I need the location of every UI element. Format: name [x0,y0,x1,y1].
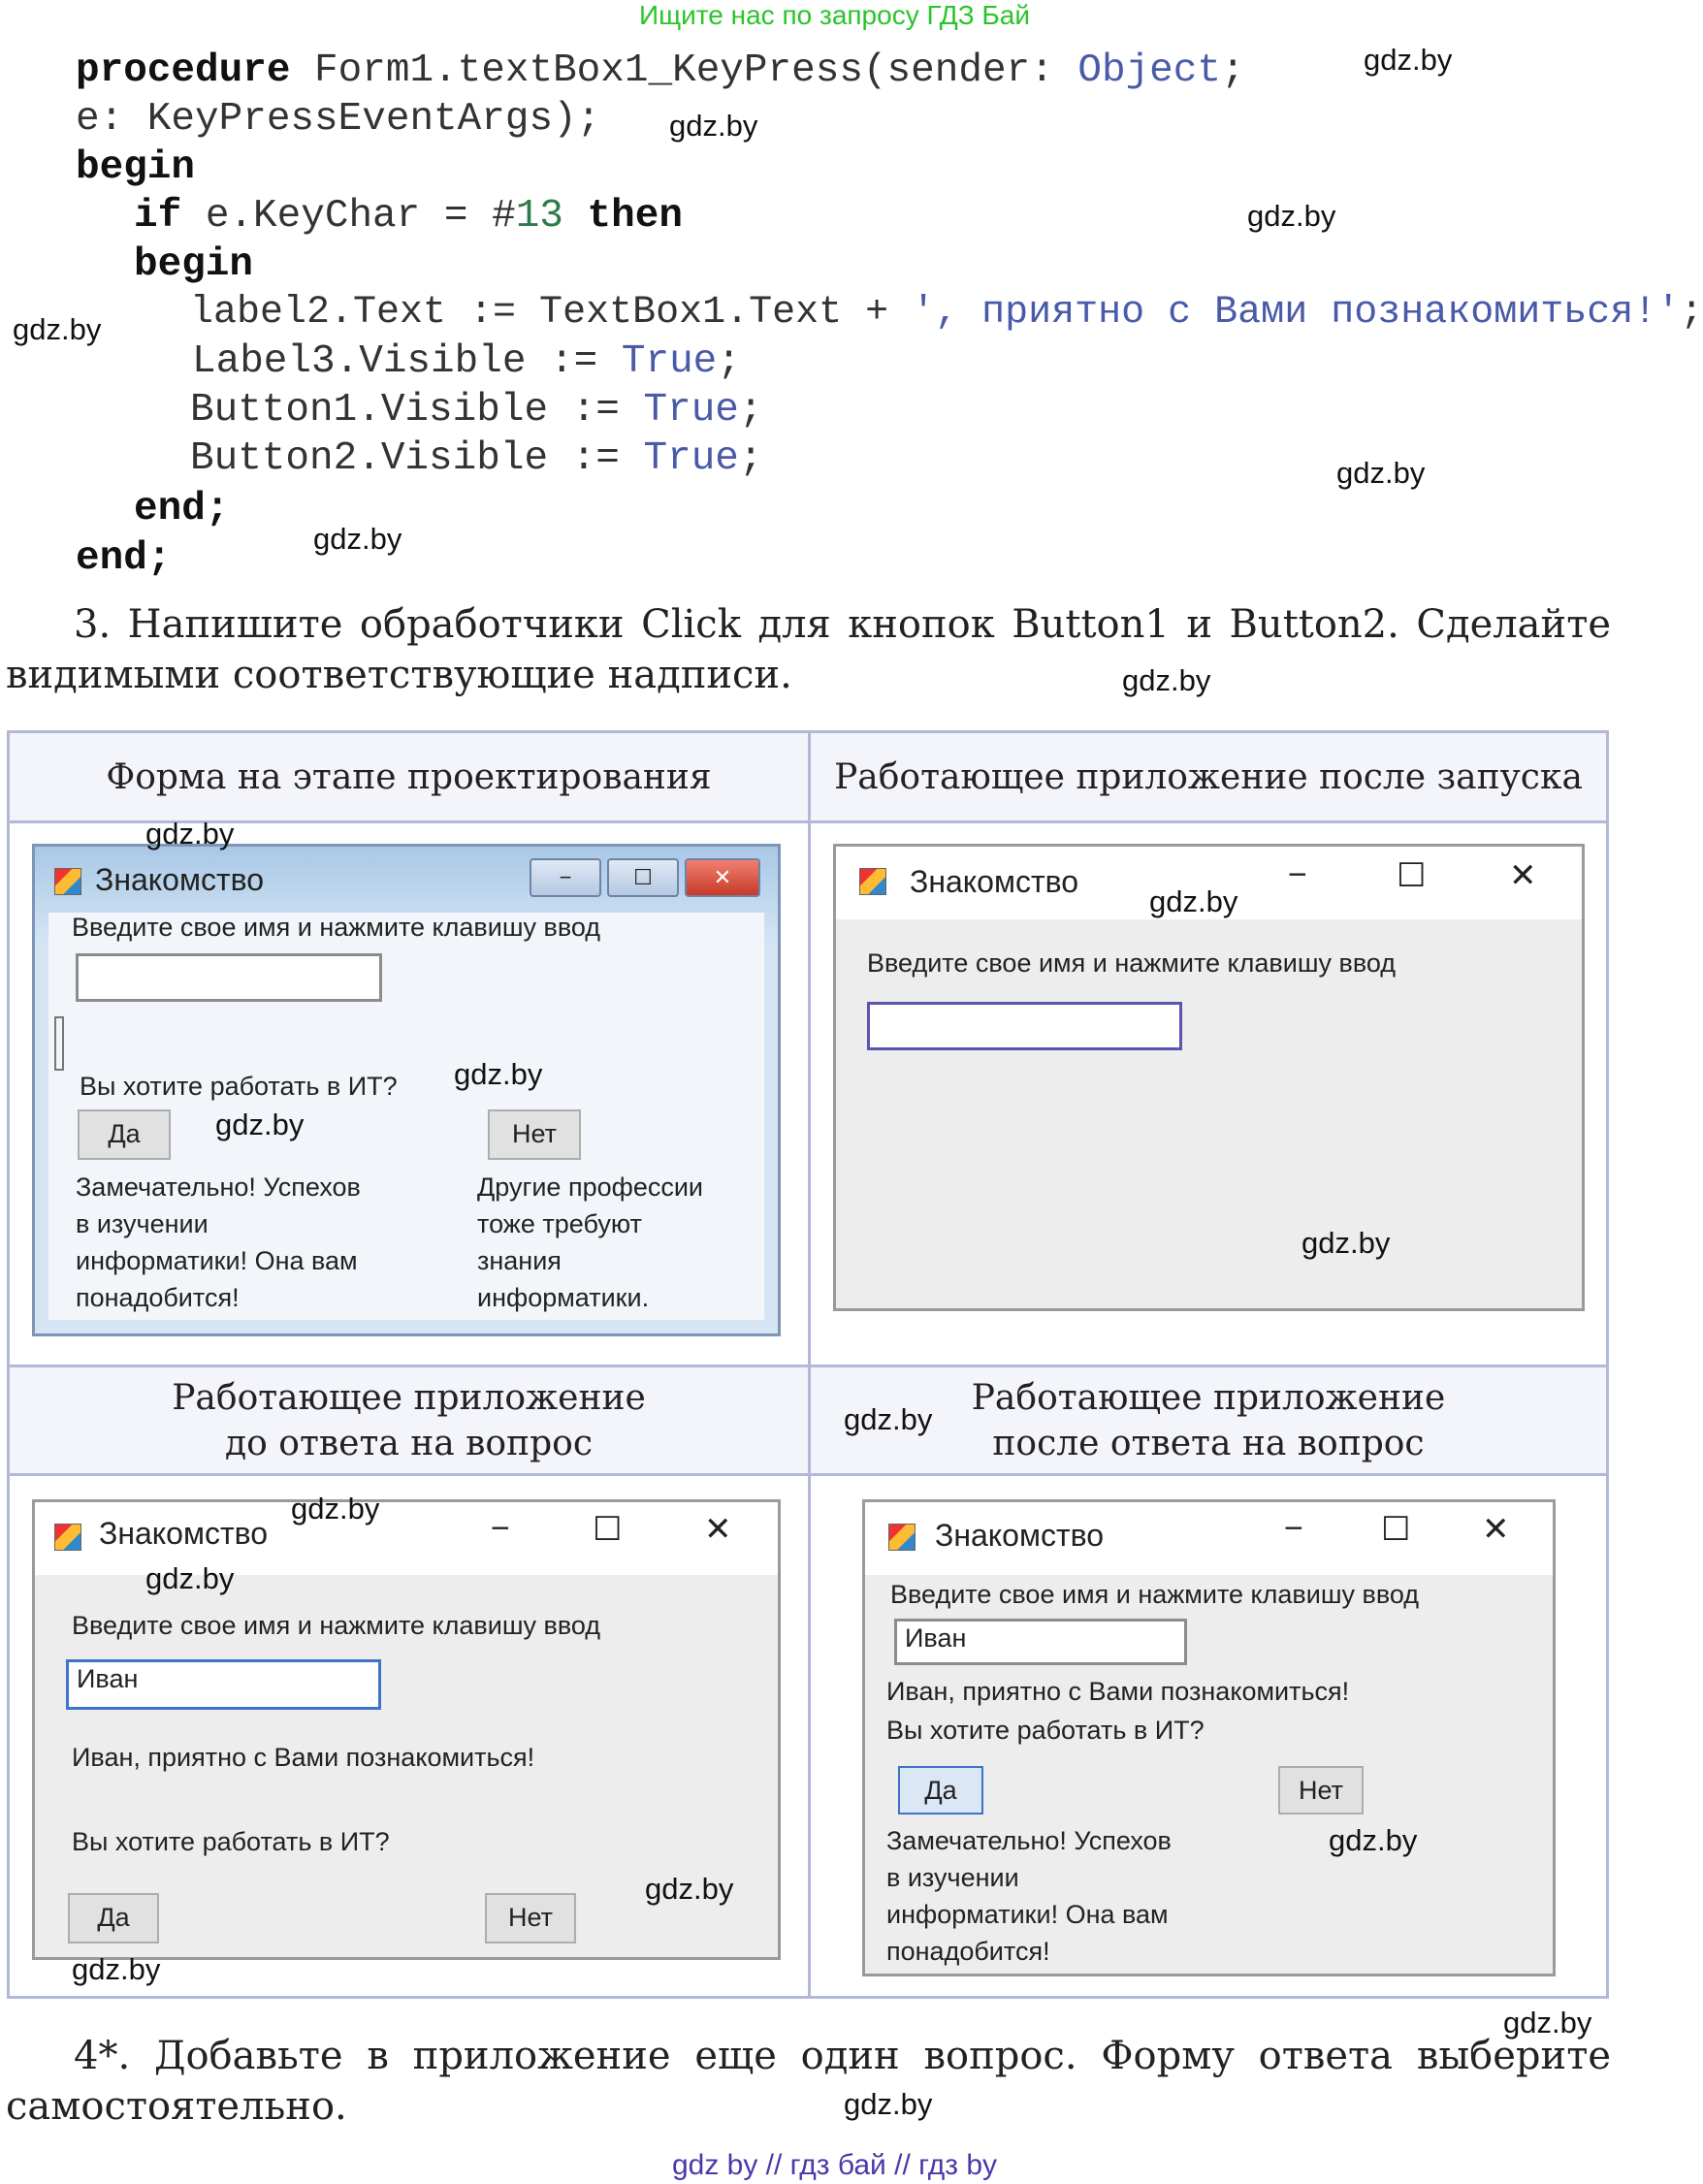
yes-button[interactable]: Да [78,1109,171,1160]
prompt-label: Введите свое имя и нажмите клавишу ввод [72,1611,601,1640]
watermark: gdz.by [844,2087,933,2121]
code-text: e.KeyChar = # [181,194,516,239]
name-textbox[interactable] [76,953,382,1002]
question-label: Вы хотите работать в ИТ? [72,1827,390,1856]
name-textbox[interactable] [867,1002,1182,1050]
code-text: label2.Text := TextBox1.Text + [190,291,913,335]
code-line: begin [134,242,254,287]
no-message-line: Другие профессии [477,1172,703,1202]
header-design: Форма на этапе проектирования [10,733,808,823]
yes-message-line: понадобится! [886,1937,1050,1966]
watermark: gdz.by [645,1872,734,1906]
code-text: Form1.textBox1_KeyPress(sender: [290,48,1078,93]
app-icon [54,868,81,895]
minimize-button[interactable]: − [1288,856,1307,893]
design-form-window [32,844,781,1336]
code-text: Button2.Visible := [190,436,644,481]
task-4: 4*. Добавьте в приложение еще один вопрос. Форму ответа выберите самостоятельно. [6,2034,1611,2129]
label2-placeholder [54,1016,64,1071]
app-icon [888,1524,916,1551]
no-message-line: информатики. [477,1283,650,1312]
minimize-button[interactable]: − [1284,1510,1303,1547]
question-label: Вы хотите работать в ИТ? [80,1072,398,1101]
window-title: Знакомство [99,1516,269,1551]
greeting-label: Иван, приятно с Вами познакомиться! [72,1743,535,1772]
close-button[interactable]: ✕ [1482,1511,1510,1548]
prompt-label: Введите свое имя и нажмите клавишу ввод [72,913,601,942]
question-label: Вы хотите работать в ИТ? [886,1716,1205,1745]
yes-message-line: в изучении [886,1863,1019,1892]
code-text: ; [1221,48,1245,93]
watermark: gdz.by [1503,2006,1592,2039]
watermark: gdz.by [1329,1823,1418,1857]
header-after-launch: Работающее приложение после запуска [811,733,1606,823]
yes-message [76,1169,361,1316]
watermark: gdz.by [291,1492,380,1526]
code-keyword: procedure [76,48,291,93]
watermark: gdz.by [215,1108,305,1141]
header-before-answer: Работающее приложение до ответа на вопрос [10,1365,808,1476]
watermark: gdz.by [145,817,235,851]
prompt-label: Введите свое имя и нажмите клавишу ввод [867,948,1397,978]
yes-message-line: понадобится! [76,1283,240,1312]
code-value: True [643,388,739,433]
name-textbox[interactable]: Иван [894,1619,1187,1665]
maximize-button[interactable]: ☐ [1397,857,1427,894]
window-title: Знакомство [95,862,265,897]
watermark: gdz.by [1149,884,1238,918]
code-string: ', приятно с Вами познакомиться!' [912,291,1681,335]
no-message-line: знания [477,1246,562,1275]
minimize-button[interactable]: − [530,858,601,897]
close-button[interactable]: ✕ [704,1511,732,1548]
search-banner: Ищите нас по запросу ГДЗ Бай [638,0,1031,30]
code-text: Button1.Visible := [190,388,644,433]
yes-message-line: в изучении [76,1209,209,1238]
yes-message-line: информатики! Она вам [76,1246,358,1275]
code-line: end; [76,536,172,581]
code-line: end; [134,487,230,531]
watermark: gdz.by [313,522,402,556]
no-button[interactable]: Нет [1278,1766,1364,1815]
watermark: gdz.by [669,109,758,143]
name-textbox[interactable]: Иван [66,1659,381,1710]
yes-message-line: Замечательно! Успехов [886,1826,1172,1855]
watermark: gdz.by [1364,43,1453,77]
code-value: True [643,436,739,481]
task-3: 3. Напишите обработчики Click для кнопок Button1 и Button2. Сделайте видимыми соответствующие надписи. [6,602,1611,697]
close-button[interactable]: ✕ [685,858,760,897]
code-keyword: then [562,194,683,239]
code-text: ; [738,388,763,433]
watermark: gdz.by [454,1057,543,1091]
greeting-label: Иван, приятно с Вами познакомиться! [886,1677,1350,1706]
code-text: ; [1680,291,1703,335]
yes-message [886,1822,1172,1970]
watermark: gdz.by [1122,663,1211,697]
watermark: gdz.by [844,1402,933,1436]
app-icon [54,1524,81,1551]
yes-message-line: информатики! Она вам [886,1900,1169,1929]
code-text: ; [717,339,741,384]
window-title: Знакомство [910,864,1079,899]
watermark: gdz.by [145,1561,235,1595]
code-type: Object [1077,48,1221,93]
illustration-table [7,730,1609,1999]
code-text: ; [738,436,763,481]
code-line: e: KeyPressEventArgs); [76,97,601,142]
yes-message-line: Замечательно! Успехов [76,1172,361,1202]
maximize-button[interactable]: ☐ [593,1511,623,1548]
maximize-button[interactable]: ☐ [1381,1511,1411,1548]
code-line: begin [76,145,196,190]
code-value: True [621,339,718,384]
watermark: gdz.by [1336,456,1426,490]
app-icon [859,868,886,895]
yes-button[interactable]: Да [898,1766,983,1815]
watermark: gdz.by [13,312,102,346]
no-button[interactable]: Нет [485,1893,576,1943]
after-answer-window [862,1499,1556,1976]
no-button[interactable]: Нет [488,1109,581,1160]
code-text: Label3.Visible := [192,339,622,384]
minimize-button[interactable]: − [491,1510,510,1547]
no-message [477,1169,703,1316]
maximize-button[interactable]: ☐ [607,858,679,897]
header-after-answer: Работающее приложение после ответа на вопрос [811,1365,1606,1476]
watermark: gdz.by [1247,199,1336,233]
yes-button[interactable]: Да [68,1893,159,1943]
no-message-line: тоже требуют [477,1209,642,1238]
footer-links[interactable]: gdz by // гдз бай // гдз by [671,2149,998,2181]
watermark: gdz.by [72,1952,161,1986]
close-button[interactable]: ✕ [1509,857,1537,894]
prompt-label: Введите свое имя и нажмите клавишу ввод [890,1580,1420,1609]
code-keyword: if [134,194,182,239]
code-number: 13 [515,194,563,239]
window-title: Знакомство [935,1518,1105,1553]
watermark: gdz.by [1301,1226,1391,1260]
